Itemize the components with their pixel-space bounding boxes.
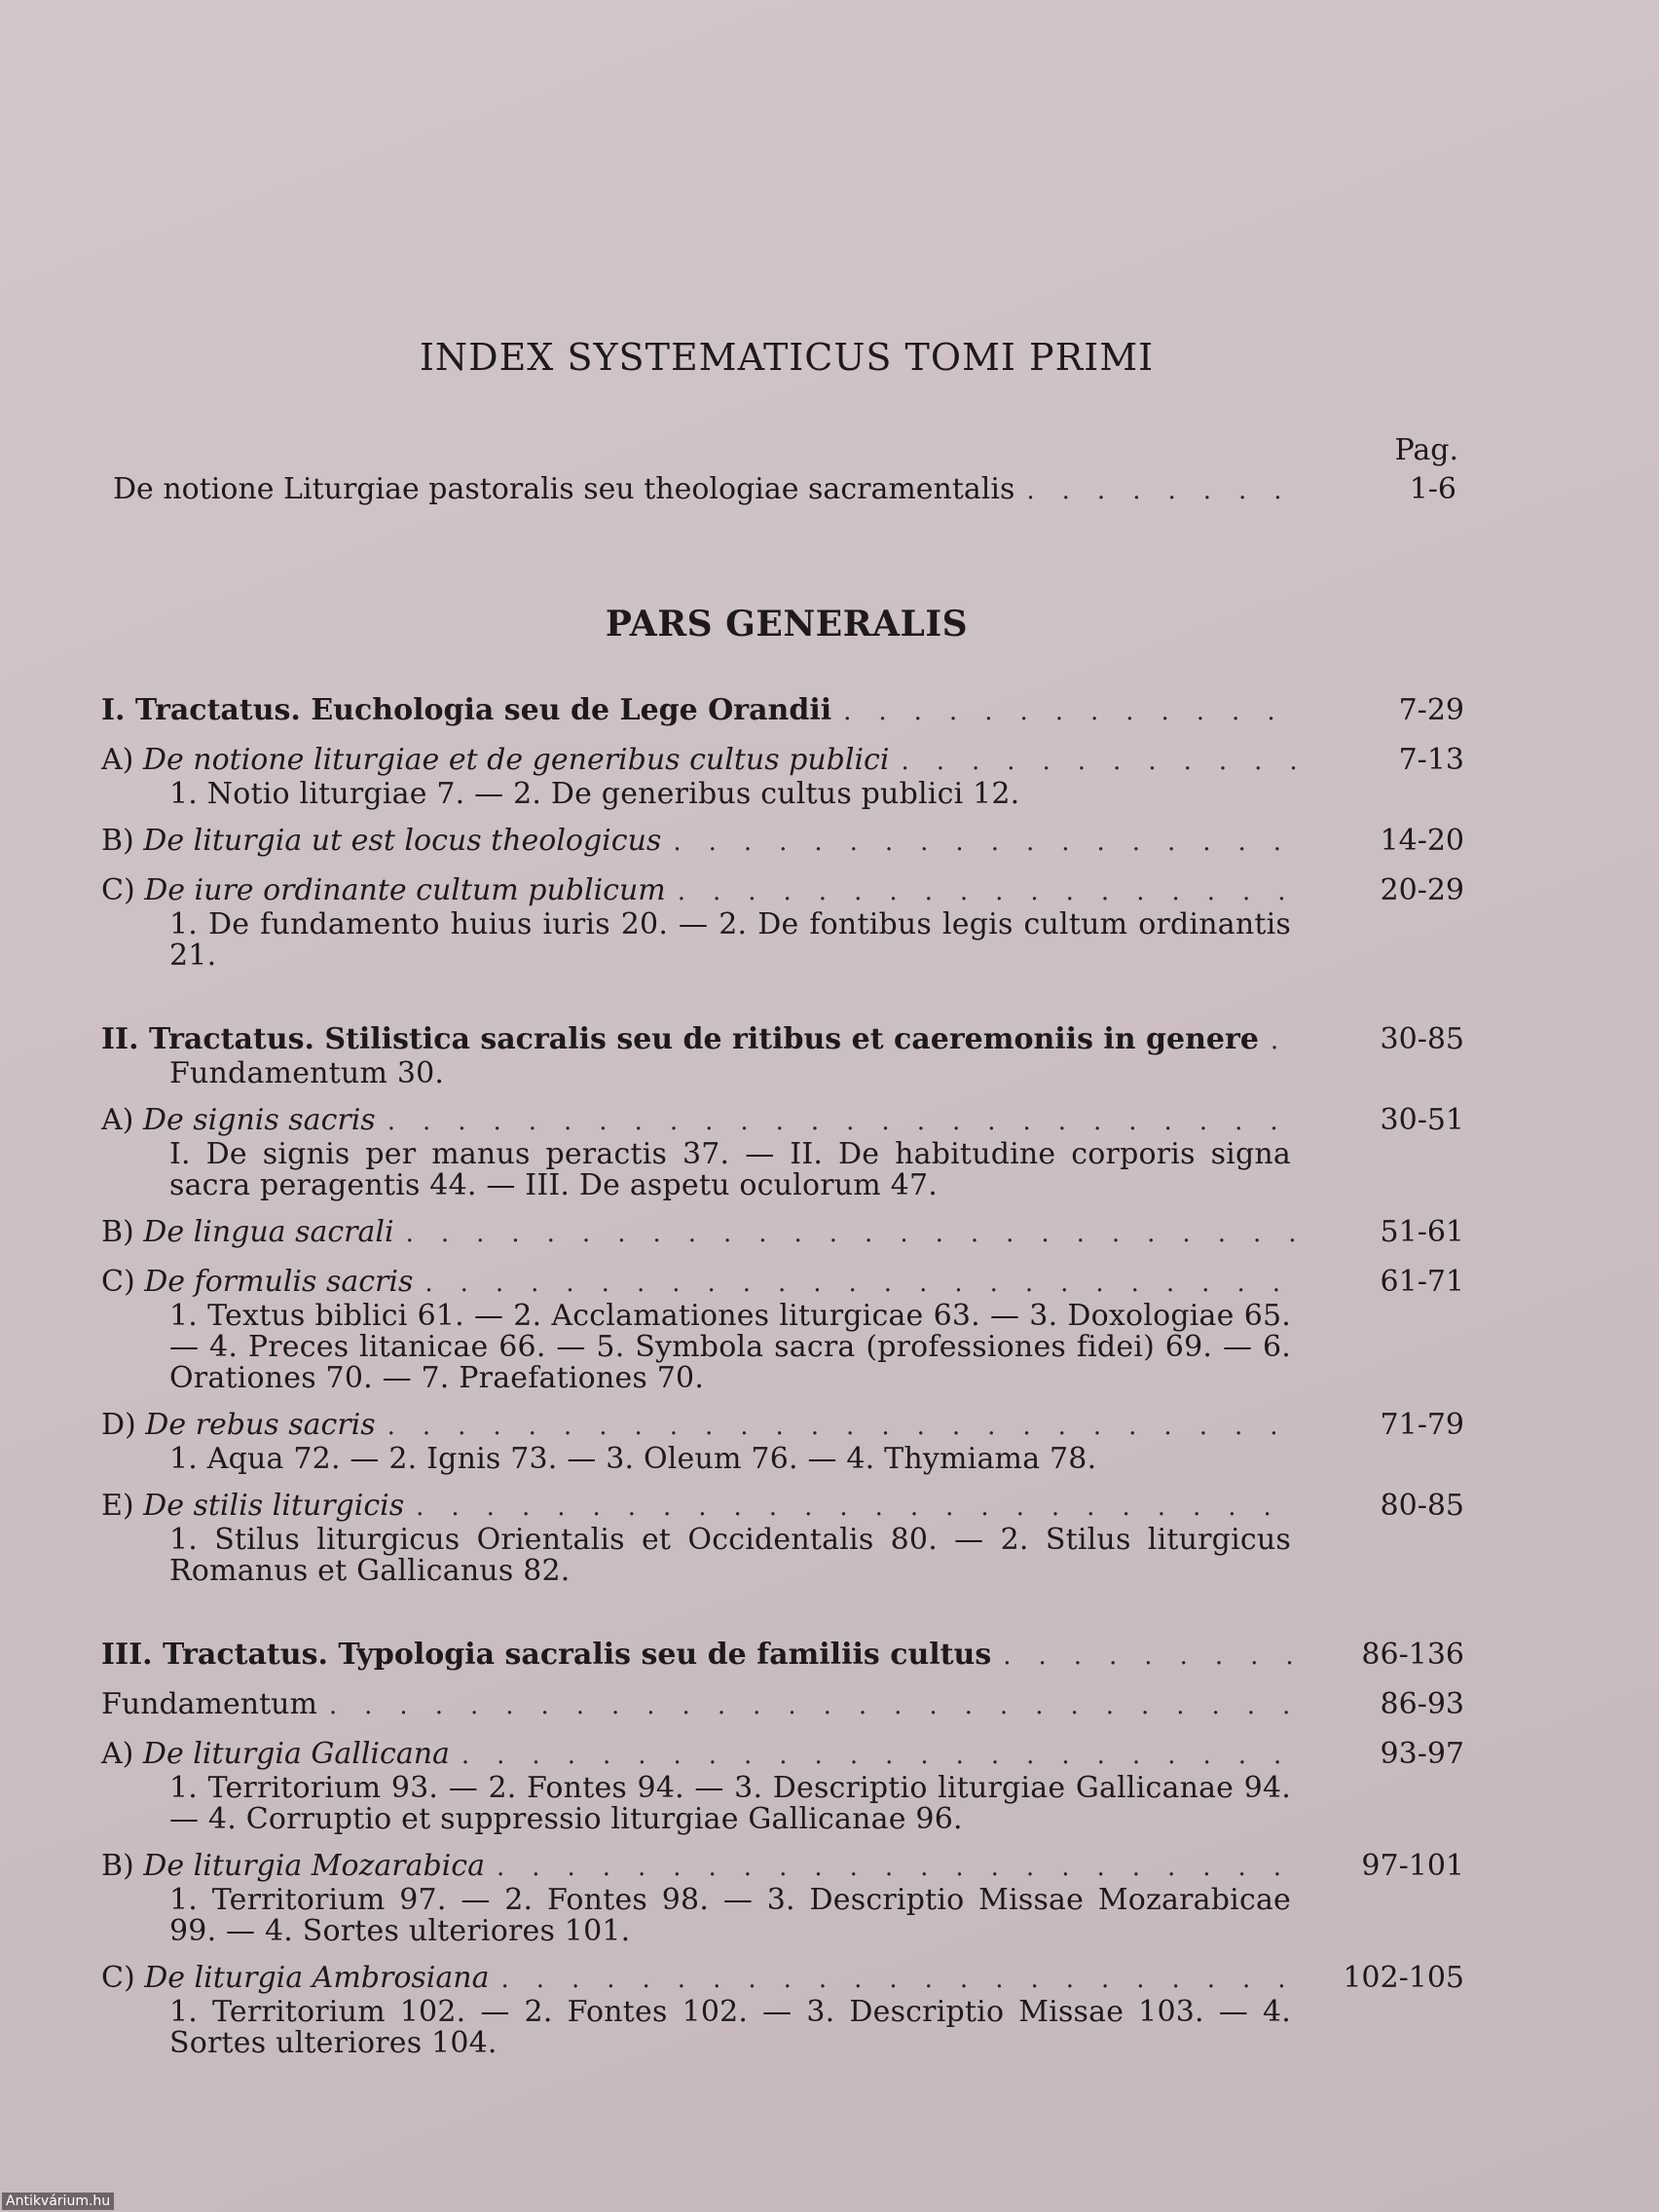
entry-page: 71-79 — [1380, 1408, 1464, 1442]
entry-prefix: C) — [101, 1265, 145, 1299]
entry-page: 86-136 — [1361, 1638, 1464, 1672]
entry-page: 86-93 — [1380, 1687, 1464, 1721]
entry-page: 7-13 — [1398, 743, 1464, 777]
entry-description: 1. Stilus liturgicus Orientalis et Occidentalis 80. — 2. Stilus liturgicus Romanus et Gallicanus 82. — [169, 1523, 1291, 1588]
entry-prefix: A) — [101, 743, 143, 777]
toc-entry-row — [101, 1638, 1464, 1674]
toc-entry — [101, 1687, 1464, 1737]
toc-entry-row — [101, 1737, 1464, 1773]
entry-title: De liturgia Gallicana — [142, 1737, 450, 1771]
toc-entry-row — [101, 1961, 1464, 1997]
entry-prefix: E) — [101, 1489, 144, 1523]
entry-title: Fundamentum — [101, 1687, 317, 1721]
leader-dots — [416, 1490, 1299, 1525]
leader-dots — [500, 1962, 1299, 1997]
leader-dots — [424, 1266, 1299, 1301]
entry-title: De lingua sacrali — [143, 1215, 394, 1249]
entry-page: 51-61 — [1380, 1215, 1464, 1249]
entry-prefix: A) — [101, 1737, 143, 1771]
entry-page: 7-29 — [1398, 693, 1464, 727]
leader-dots — [1026, 473, 1291, 508]
entry-prefix: C) — [101, 873, 145, 907]
entry-title: De iure ordinante cultum publicum — [144, 873, 666, 907]
entry-title: De liturgia ut est locus theologicus — [143, 824, 662, 858]
toc-entry — [101, 1489, 1464, 1638]
toc-entry-row — [101, 1022, 1464, 1058]
entry-label — [101, 1489, 404, 1524]
toc-entry-row — [101, 1265, 1464, 1301]
entry-description: 1. De fundamento huius iuris 20. — 2. De fontibus legis cultum ordinantis 21. — [169, 907, 1291, 973]
entry-label — [101, 1408, 376, 1443]
leader-dots — [1003, 1639, 1299, 1674]
toc-entry-row — [101, 1103, 1464, 1139]
entry-label — [101, 1849, 485, 1884]
entry-page: 102-105 — [1343, 1961, 1464, 1995]
watermark: Antikvárium.hu — [2, 2193, 114, 2210]
leader-dots — [387, 1409, 1299, 1444]
toc-entries — [101, 693, 1464, 2059]
entry-description: 1. Territorium 97. — 2. Fontes 98. — 3. Descriptio Missae Mozarabicae 99. — 4. Sortes ulteriores 101. — [169, 1883, 1291, 1948]
entry-label: De notione Liturgiae pastoralis seu theologiae sacramentalis — [113, 472, 1015, 506]
toc-entry — [101, 1737, 1464, 1849]
leader-dots — [678, 874, 1299, 909]
entry-prefix: B) — [101, 1849, 144, 1883]
leader-dots — [329, 1688, 1299, 1723]
toc-entry — [101, 873, 1464, 1022]
toc-entry — [101, 1022, 1464, 1103]
entry-prefix: B) — [101, 824, 144, 858]
entry-description: I. De signis per manus peractis 37. — II. De habitudine corporis signa sacra peragentis 44. — III. De aspetu oculorum 47. — [169, 1137, 1291, 1202]
entry-page: 14-20 — [1380, 824, 1464, 858]
toc-entry — [101, 1215, 1464, 1265]
toc-entry — [101, 1103, 1464, 1215]
toc-entry-row — [101, 1215, 1464, 1251]
entry-title: De stilis liturgicis — [143, 1489, 405, 1523]
toc-entry-row — [101, 693, 1464, 729]
entry-title: III. Tractatus. Typologia sacralis seu de familiis cultus — [101, 1638, 992, 1672]
leader-dots — [843, 694, 1299, 729]
toc-entry — [101, 743, 1464, 824]
toc-entry — [101, 693, 1464, 743]
entry-title: De formulis sacris — [144, 1265, 414, 1299]
entry-prefix: B) — [101, 1215, 144, 1249]
entry-description: Fundamentum 30. — [169, 1056, 445, 1090]
toc-entry — [101, 1849, 1464, 1961]
toc-entry-row — [101, 1849, 1464, 1885]
toc-entry — [101, 1961, 1464, 2059]
toc-entry-row — [101, 1489, 1464, 1525]
leader-dots — [387, 1104, 1299, 1139]
toc-entry-row — [101, 1408, 1464, 1444]
entry-label — [101, 1215, 394, 1250]
leader-dots — [901, 744, 1299, 779]
toc-entry-row — [101, 743, 1464, 779]
entry-page: 20-29 — [1380, 873, 1464, 907]
entry-title: I. Tractatus. Euchologia seu de Lege Orandii — [101, 693, 832, 727]
toc-entry-row — [101, 873, 1464, 909]
leader-dots — [461, 1738, 1299, 1773]
entry-description: 1. Notio liturgiae 7. — 2. De generibus cultus publici 12. — [169, 777, 1020, 811]
entry-description: 1. Aqua 72. — 2. Ignis 73. — 3. Oleum 76. — 4. Thymiama 78. — [169, 1442, 1097, 1476]
leader-dots — [497, 1850, 1299, 1885]
toc-entry-row — [101, 1687, 1464, 1723]
entry-label — [101, 693, 831, 728]
entry-title: II. Tractatus. Stilistica sacralis seu de ritibus et caeremoniis in genere — [101, 1022, 1259, 1056]
page-column-header: Pag. — [1394, 433, 1458, 467]
entry-label — [101, 1737, 450, 1772]
entry-description: 1. Territorium 93. — 2. Fontes 94. — 3. Descriptio liturgiae Gallicanae 94. — 4. Corruptio et suppressio liturgiae Gallicanae 96. — [169, 1771, 1291, 1836]
intro-entry — [113, 472, 1456, 508]
entry-title: De signis sacris — [142, 1103, 376, 1137]
entry-title: De liturgia Ambrosiana — [144, 1961, 490, 1995]
entry-description: 1. Territorium 102. — 2. Fontes 102. — 3. Descriptio Missae 103. — 4. Sortes ulteriores 104. — [169, 1995, 1291, 2060]
entry-label — [101, 1265, 413, 1300]
entry-page: 80-85 — [1380, 1489, 1464, 1523]
toc-entry-row — [101, 824, 1464, 860]
entry-title: De notione liturgiae et de generibus cultus publici — [142, 743, 890, 777]
entry-label — [101, 1687, 317, 1722]
entry-label — [101, 1961, 489, 1996]
toc-entry — [101, 1638, 1464, 1687]
entry-prefix: D) — [101, 1408, 146, 1442]
toc-entry — [101, 1265, 1464, 1408]
entry-page: 97-101 — [1361, 1849, 1464, 1883]
entry-page: 30-85 — [1380, 1022, 1464, 1056]
leader-dots — [1271, 1023, 1299, 1058]
entry-page: 93-97 — [1380, 1737, 1464, 1771]
entry-title: De liturgia Mozarabica — [143, 1849, 485, 1883]
entry-label — [101, 824, 661, 859]
entry-page: 1-6 — [1409, 472, 1456, 506]
entry-label — [101, 743, 889, 778]
entry-page: 30-51 — [1380, 1103, 1464, 1137]
leader-dots — [673, 825, 1299, 860]
toc-entry — [101, 824, 1464, 873]
entry-prefix: A) — [101, 1103, 143, 1137]
entry-label — [101, 1638, 991, 1673]
entry-description: 1. Textus biblici 61. — 2. Acclamationes liturgicae 63. — 3. Doxologiae 65. — 4. Preces litanicae 66. — 5. Symbola sacra (professiones fidei) 69. — 6. Orationes 70. — 7. Praefationes 70. — [169, 1299, 1291, 1395]
entry-label — [101, 1022, 1259, 1057]
entry-title: De rebus sacris — [145, 1408, 376, 1442]
leader-dots — [406, 1216, 1299, 1251]
entry-label — [101, 1103, 376, 1138]
page-title: INDEX SYSTEMATICUS TOMI PRIMI — [419, 336, 1155, 379]
entry-label — [101, 873, 666, 908]
section-title: PARS GENERALIS — [605, 604, 969, 645]
toc-entry — [101, 1408, 1464, 1489]
entry-page: 61-71 — [1380, 1265, 1464, 1299]
entry-prefix: C) — [101, 1961, 145, 1995]
